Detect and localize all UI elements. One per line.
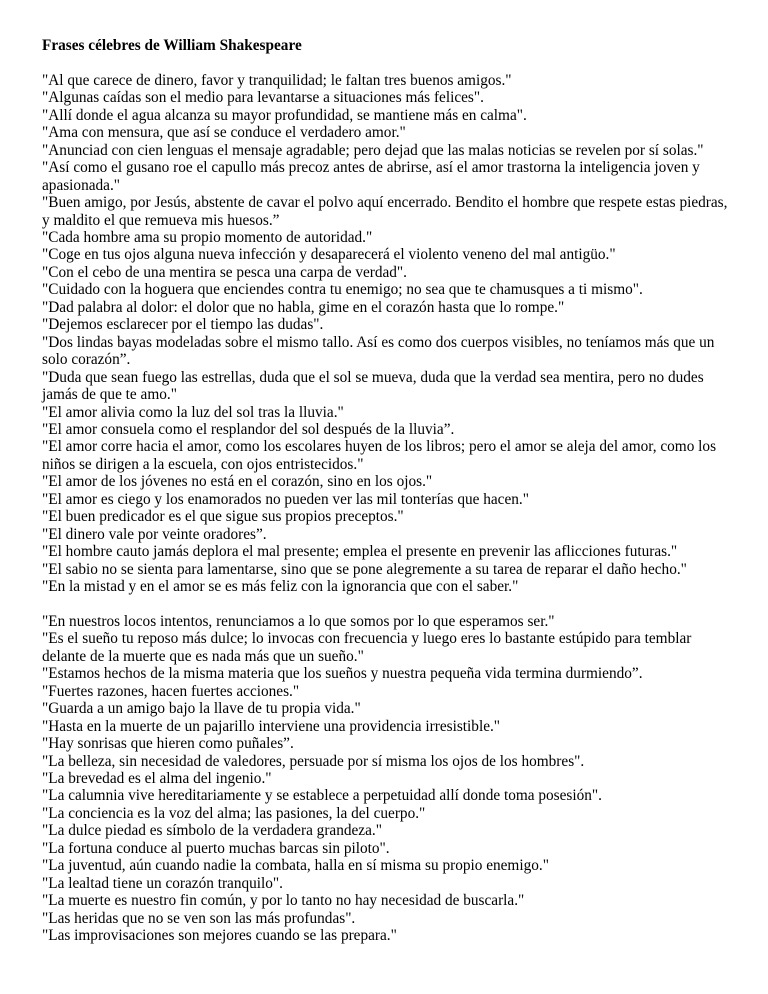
quote-line: "La juventud, aún cuando nadie la combata, halla en sí misma su propio enemigo." <box>42 857 549 875</box>
quote-line: "Dos lindas bayas modeladas sobre el mismo tallo. Así es como dos cuerpos visibles, no teníamos más que un solo corazón”. <box>42 333 715 369</box>
quote-line: "En nuestros locos intentos, renunciamos a lo que somos por lo que esperamos ser." <box>42 612 555 630</box>
quote-block-2 <box>42 613 732 945</box>
quote-line: "El buen predicador es el que sigue sus propios preceptos." <box>42 508 404 526</box>
quote-line: "Con el cebo de una mentira se pesca una carpa de verdad". <box>42 263 408 281</box>
quote-line: "Cuidado con la hoguera que enciendes contra tu enemigo; no sea que te chamusques a ti mismo". <box>42 281 643 299</box>
quote-line: "El amor corre hacia el amor, como los escolares huyen de los libros; pero el amor se aleja del amor, como los niños se dirigen a la escuela, con ojos entristecidos." <box>42 438 717 473</box>
quote-line: "Anunciad con cien lenguas el mensaje agradable; pero dejad que las malas noticias se revelen por sí solas." <box>42 141 704 159</box>
quote-line: "Ama con mensura, que así se conduce el verdadero amor." <box>42 124 406 142</box>
document-page <box>42 37 732 945</box>
quote-line: "El sabio no se sienta para lamentarse, sino que se pone alegremente a su tarea de reparar el daño hecho." <box>42 560 687 578</box>
quote-line: "El amor alivia como la luz del sol tras la lluvia." <box>42 403 344 421</box>
quote-line: "La calumnia vive hereditariamente y se establece a perpetuidad allí donde toma posesión". <box>42 787 602 805</box>
quote-line: "El amor es ciego y los enamorados no pueden ver las mil tonterías que hacen." <box>42 490 529 508</box>
quote-line: "Estamos hechos de la misma materia que los sueños y nuestra pequeña vida termina durmiendo”. <box>42 665 643 683</box>
quote-line: "Dejemos esclarecer por el tiempo las dudas". <box>42 316 324 334</box>
quote-line: "Buen amigo, por Jesús, abstente de cavar el polvo aquí encerrado. Bendito el hombre que respete estas piedras, y maldito el que remueva mis huesos.” <box>42 194 728 229</box>
quote-line: "Dad palabra al dolor: el dolor que no habla, gime en el corazón hasta que lo rompe." <box>42 298 565 316</box>
quote-line: "Hasta en la muerte de un pajarillo interviene una providencia irresistible." <box>42 717 501 735</box>
quote-line: "Es el sueño tu reposo más dulce; lo invocas con frecuencia y luego eres lo bastante estúpido para temblar delante de la muerte que es nada más que un sueño." <box>42 630 692 665</box>
quote-line: "La brevedad es el alma del ingenio." <box>42 770 272 787</box>
quote-line: "Las improvisaciones son mejores cuando se las prepara." <box>42 927 397 945</box>
quote-line: "La belleza, sin necesidad de valedores, persuade por sí misma los ojos de los hombres". <box>42 752 585 770</box>
quotes-body <box>42 72 732 945</box>
quote-line: "Hay sonrisas que hieren como puñales”. <box>42 735 294 753</box>
quote-line: "Cada hombre ama su propio momento de autoridad." <box>42 228 373 246</box>
quote-line: "Coge en tus ojos alguna nueva infección y desaparecerá el violento veneno del mal antigüo." <box>42 246 616 264</box>
quote-line: "Al que carece de dinero, favor y tranquilidad; le faltan tres buenos amigos." <box>42 71 512 89</box>
quote-line: "En la mistad y en el amor se es más feliz con la ignorancia que con el saber." <box>42 578 519 596</box>
document-title: Frases célebres de William Shakespeare <box>42 37 302 54</box>
quote-line: "Las heridas que no se ven son las más profundas". <box>42 909 356 927</box>
quote-line: "Allí donde el agua alcanza su mayor profundidad, se mantiene más en calma". <box>42 106 527 124</box>
quote-line: "El dinero vale por veinte oradores”. <box>42 525 267 543</box>
quote-line: "El amor de los jóvenes no está en el corazón, sino en los ojos." <box>42 473 433 491</box>
quote-line: "Fuertes razones, hacen fuertes acciones." <box>42 682 300 700</box>
quote-line: "La muerte es nuestro fin común, y por lo tanto no hay necesidad de buscarla." <box>42 892 525 910</box>
quote-line: "La lealtad tiene un corazón tranquilo". <box>42 874 283 892</box>
quote-line: "El amor consuela como el resplandor del sol después de la lluvia”. <box>42 420 455 438</box>
quote-line: "La dulce piedad es símbolo de la verdadera grandeza." <box>42 822 382 840</box>
quote-line: "Guarda a un amigo bajo la llave de tu propia vida." <box>42 700 361 718</box>
quote-line: "La fortuna conduce al puerto muchas barcas sin piloto". <box>42 839 390 857</box>
quote-line: "Así como el gusano roe el capullo más precoz antes de abrirse, así el amor trastorna la inteligencia joven y apasionada." <box>42 159 700 194</box>
quote-block-1 <box>42 72 732 596</box>
quote-line: "Duda que sean fuego las estrellas, duda que el sol se mueva, duda que la verdad sea mentira, pero no dudes jamás de que te amo." <box>42 368 704 404</box>
quote-line: "Algunas caídas son el medio para levantarse a situaciones más felices". <box>42 89 484 107</box>
quote-line: "El hombre cauto jamás deplora el mal presente; emplea el presente en prevenir las aflicciones futuras." <box>42 543 678 561</box>
quote-line: "La conciencia es la voz del alma; las pasiones, la del cuerpo." <box>42 804 426 822</box>
